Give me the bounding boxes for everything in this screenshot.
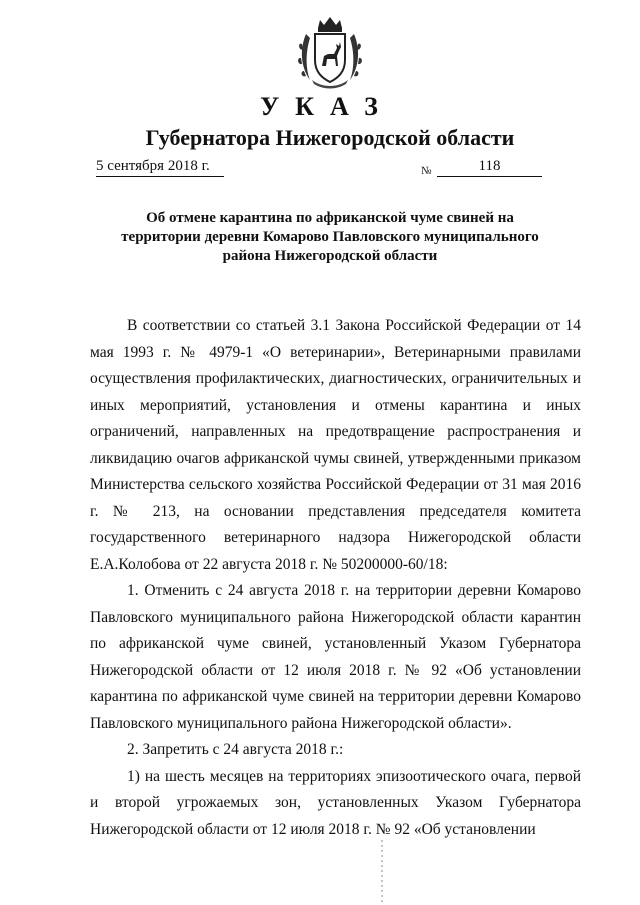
- binding-mark: [380, 840, 384, 902]
- document-body: [90, 313, 581, 843]
- item-1-paragraph: 1. Отменить с 24 августа 2018 г. на территории деревни Комарово Павловского муниципального района Нижегородской области карантин по африканской чуме свиней, установленный Указом Губернатора Нижегородской области от 12 июля 2018 г. № 92 «Об установлении карантина по африканской чуме свиней на территории деревни Комарово Павловского муниципального района Нижегородской области».: [90, 582, 581, 732]
- document-title: [100, 209, 560, 266]
- item-2-paragraph: 2. Запретить с 24 августа 2018 г.:: [127, 741, 344, 758]
- title-line-2: территории деревни Комарово Павловского муниципального: [121, 229, 539, 245]
- preamble-paragraph: В соответствии со статьей 3.1 Закона Российской Федерации от 14 мая 1993 г. № 4979-1 «О ветеринарии», Ветеринарными правилами осуществления профилактических, диагностических, ограничительных и иных мероприятий, установления и отмены карантина и иных ограничений, направленных на предотвращение распространения и ликвидацию очагов африканской чумы свиней, утвержденными приказом Министерства сельского хозяйства Российской Федерации от 31 мая 2016 г. № 213, на основании представления председателя комитета государственного ветеринарного надзора Нижегородской области Е.А.Колобова от 22 августа 2018 г. № 50200000-60/18:: [90, 317, 581, 573]
- item-2-subitem-1-paragraph: 1) на шесть месяцев на территориях эпизоотического очага, первой и второй угрожаемых зон, установленных Указом Губернатора Нижегородской области от 12 июля 2018 г. № 92 «Об установлении: [90, 767, 581, 838]
- document-date: 5 сентября 2018 г.: [96, 158, 224, 177]
- document-type-heading: УКАЗ: [260, 92, 394, 121]
- issuer-heading: Губернатора Нижегородской области: [145, 125, 515, 150]
- title-line-3: района Нижегородской области: [222, 248, 438, 264]
- document-number: 118: [437, 158, 542, 177]
- coat-of-arms-emblem: [296, 14, 364, 90]
- number-label: №: [421, 165, 432, 177]
- title-line-1: Об отмене карантина по африканской чуме свиней на: [146, 210, 514, 226]
